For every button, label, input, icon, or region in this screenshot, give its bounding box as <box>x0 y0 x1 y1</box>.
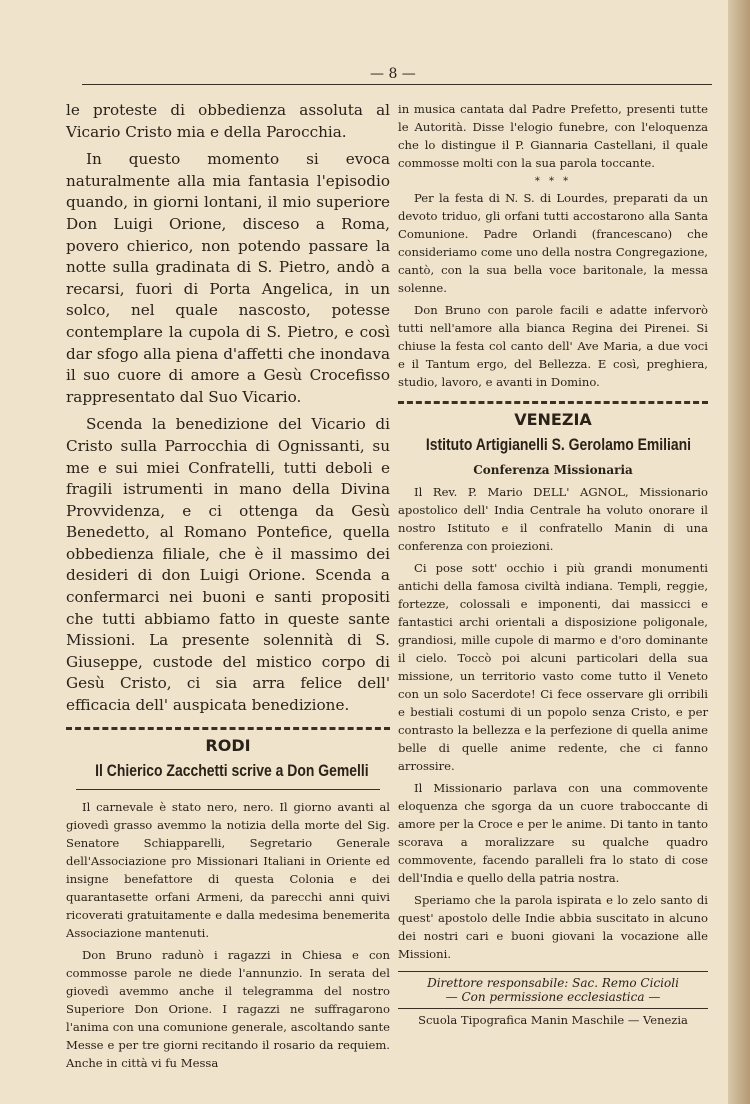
left-column <box>66 100 390 1076</box>
page-number: — 8 — <box>370 66 416 82</box>
book-spine <box>728 0 750 1104</box>
section-divider <box>66 727 390 730</box>
right-column <box>398 100 708 1027</box>
paragraph: Ci pose sott' occhio i più grandi monumenti antichi della famosa civiltà indiana. Templi, reggie, fortezze, colossali e imponenti, dai massicci e fantastici archi orientali a disposizione poligonale, grandiosi, mille cupole di marmo e d'oro dominante il cielo. Toccò poi alcuni particolari della sua missione, un territorio vasto come tutto il Veneto con un solo Sacerdote! Ci fece osservare gli orribili e bestiali costumi di un popolo senza Cristo, e per contrasto la bellezza e la perfezione di quella anime belle di quelle anime redente, che ci fanno arrossire. <box>398 561 708 773</box>
footer-editor: Direttore responsabile: Sac. Remo Cicioli <box>398 971 708 990</box>
paragraph: Scenda la benedizione del Vicario di Cristo sulla Parrocchia di Ognissanti, su me e sui miei Confratelli, tutti deboli e fragili istrumenti in mano della Divina Provvidenza, e ci ottenga da Gesù Benedetto, al Romano Pontefice, quella obbedienza filiale, che è il massimo dei desideri di don Luigi Orione. Scenda a confermarci nei buoni e santi propositi che tutti abbiamo fatto in queste sante Missioni. La presente solennità di S. Giuseppe, custode del mistico corpo di Gesù Cristo, ci sia arra felice dell' efficacia dell' auspicata benedizione. <box>66 415 390 715</box>
paragraph: Speriamo che la parola ispirata e lo zelo santo di quest' apostolo delle Indie abbia suscitato in alcuno dei nostri cari e buoni giovani la vocazione alle Missioni. <box>398 893 708 961</box>
footer-permission: — Con permissione ecclesiastica — <box>445 990 661 1004</box>
paragraph: Don Bruno con parole facili e adatte infervorò tutti nell'amore alla bianca Regina dei Pirenei. Si chiuse la festa col canto dell' Ave Maria, a due voci e il Tantum ergo, del Bellezza. E così, preghiera, studio, lavoro, e avanti in Domino. <box>398 303 708 389</box>
paragraph: Il Rev. P. Mario DELL' AGNOL, Missionario apostolico dell' India Centrale ha voluto onorare il nostro Istituto e il confratello Manin di una conferenza con proiezioni. <box>398 485 708 553</box>
headline-venezia: Istituto Artigianelli S. Gerolamo Emiliani <box>425 435 692 454</box>
section-title-rodi: RODI <box>205 735 251 755</box>
paragraph: Il Missionario parlava con una commovente eloquenza che sgorga da un cuore traboccante di amore per la Croce e per le anime. Di tanto in tanto scorava a moralizzare su qualche quadro commovente, facendo paralleli fra lo stato di cose dell'India e quello della patria nostra. <box>398 781 708 885</box>
paragraph: le proteste di obbedienza assoluta al Vicario Cristo mia e della Parocchia. <box>66 101 390 141</box>
paragraph: In questo momento si evoca naturalmente alla mia fantasia l'episodio quando, in giorni lontani, il mio superiore Don Luigi Orione, disceso a Roma, povero chierico, non potendo passare la notte sulla gradinata di S. Pietro, andò a recarsi, fuori di Porta Angelica, in un solco, nel quale nascosto, potesse contemplare la cupola di S. Pietro, e così dar sfogo alla piena d'affetti che inondava il suo cuore di amore a Gesù Crocefisso rappresentato dal Suo Vicario. <box>66 150 390 406</box>
left-body <box>66 100 390 717</box>
lourdes-body <box>398 189 708 391</box>
paragraph: in musica cantata dal Padre Prefetto, presenti tutte le Autorità. Disse l'elogio funebre, con l'eloquenza che lo distingue il P. Giannaria Castellani, il quale commosse molti con la sua parola toccante. <box>398 102 708 170</box>
section-title-venezia: VENEZIA <box>514 410 592 429</box>
section-divider <box>398 401 708 404</box>
paragraph: Don Bruno radunò i ragazzi in Chiesa e con commosse parole ne diede l'annunzio. In serata del giovedì avemmo anche il telegramma del nostro Superiore Don Orione. I ragazzi ne suffragarono l'anima con una comunione generale, ascoltando sante Messe e per tre giorni recitando il rosario da requiem. Anche in città vi fu Messa <box>66 947 390 1070</box>
asterism: * * * <box>534 176 572 187</box>
subtitle: Conferenza Missionaria <box>473 463 633 477</box>
paragraph: Il carnevale è stato nero, nero. Il giorno avanti al giovedì grasso avemmo la notizia della morte del Sig. Senatore Schiapparelli, Segretario Generale dell'Associazione pro Missionari Italiani in Oriente ed insigne benefattore di questa Colonia e dei quarantasette orfani Armeni, da parecchi anni quivi ricoverati gratuitamente e dalla medesima benemerita Associazione mantenuti. <box>66 799 390 940</box>
footer-printer: Scuola Tipografica Manin Maschile — Venezia <box>398 1008 708 1027</box>
header-rule <box>82 84 712 85</box>
headline-rodi: Il Chierico Zacchetti scrive a Don Gemelli <box>95 760 369 780</box>
venezia-body <box>398 483 708 963</box>
paragraph: Per la festa di N. S. di Lourdes, preparati da un devoto triduo, gli orfani tutti accostarono alla Santa Comunione. Padre Orlandi (francescano) che consideriamo come uno della nostra Congregazione, cantò, con la sua bella voce baritonale, la messa solenne. <box>398 191 708 295</box>
rodi-body <box>66 798 390 1072</box>
headline-rule <box>76 789 380 790</box>
right-top-body <box>398 100 708 172</box>
